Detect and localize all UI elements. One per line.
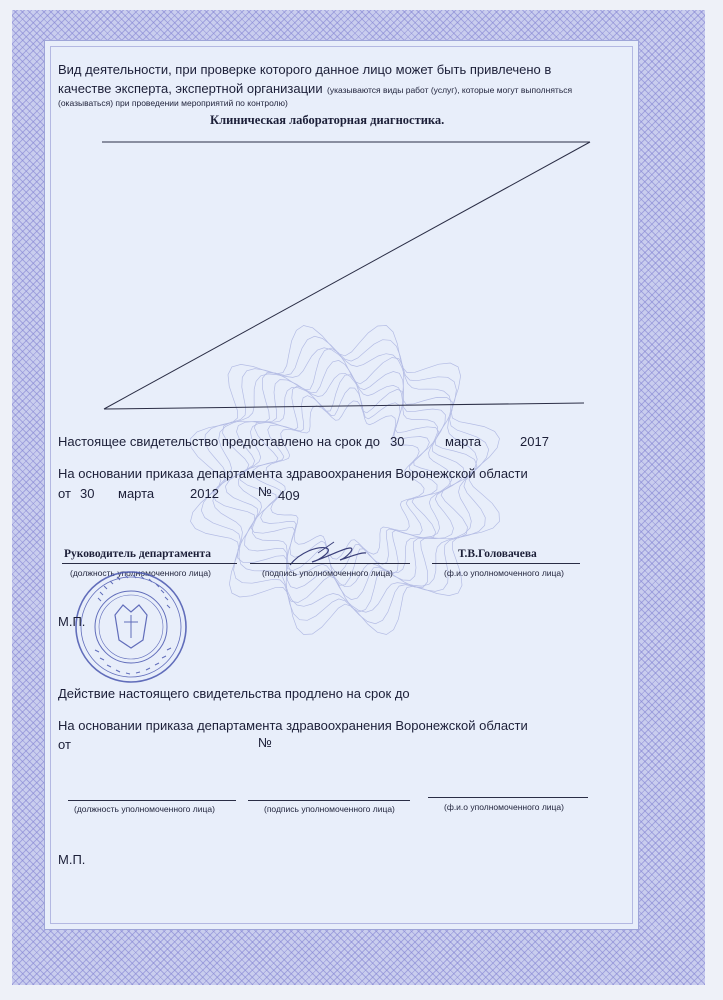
validity-day: 30 <box>390 434 405 449</box>
signatory-position: Руководитель департамента <box>64 548 212 560</box>
validity-month: марта <box>445 434 482 449</box>
extension-basis-label: На основании приказа департамента здравоохранения Воронежской области <box>58 718 528 733</box>
basis-number: 409 <box>278 488 300 503</box>
basis-day: 30 <box>80 486 95 501</box>
basis-num-sign: № <box>258 484 272 499</box>
name-caption: (ф.и.о уполномоченного лица) <box>444 568 564 578</box>
extension-from-label: от <box>58 737 71 752</box>
validity-label: Настоящее свидетельство предоставлено на срок до <box>58 434 380 449</box>
extension-position-caption: (должность уполномоченного лица) <box>74 804 215 814</box>
extension-signature-caption: (подпись уполномоченного лица) <box>264 804 395 814</box>
seal-mark-label: М.П. <box>58 614 86 629</box>
extension-name-caption: (ф.и.о уполномоченного лица) <box>444 802 564 812</box>
basis-month: марта <box>118 486 155 501</box>
activity-heading-note: (указываются виды работ (услуг), которые могут выполняться <box>327 85 573 95</box>
validity-year: 2017 <box>520 434 549 449</box>
extension-seal-mark-label: М.П. <box>58 852 86 867</box>
basis-from-label: от <box>58 486 71 501</box>
activity-heading-line1: Вид деятельности, при проверке которого данное лицо может быть привлечено в <box>58 62 552 77</box>
basis-label: На основании приказа департамента здравоохранения Воронежской области <box>58 466 528 481</box>
extension-num-sign: № <box>258 735 272 750</box>
basis-year: 2012 <box>190 486 219 501</box>
activity-heading-main: качестве эксперта, экспертной организации <box>58 81 323 96</box>
activity-value: Клиническая лабораторная диагностика. <box>210 113 445 127</box>
extension-position-underline <box>68 800 236 801</box>
extension-signature-underline <box>248 800 410 801</box>
extension-label: Действие настоящего свидетельства продлено на срок до <box>58 686 410 701</box>
activity-heading-note2: (оказываться) при проведении мероприятий по контролю) <box>58 98 288 108</box>
signatory-name: Т.В.Головачева <box>458 548 537 560</box>
position-caption: (должность уполномоченного лица) <box>70 568 211 578</box>
signature-caption: (подпись уполномоченного лица) <box>262 568 393 578</box>
extension-name-underline <box>428 797 588 798</box>
